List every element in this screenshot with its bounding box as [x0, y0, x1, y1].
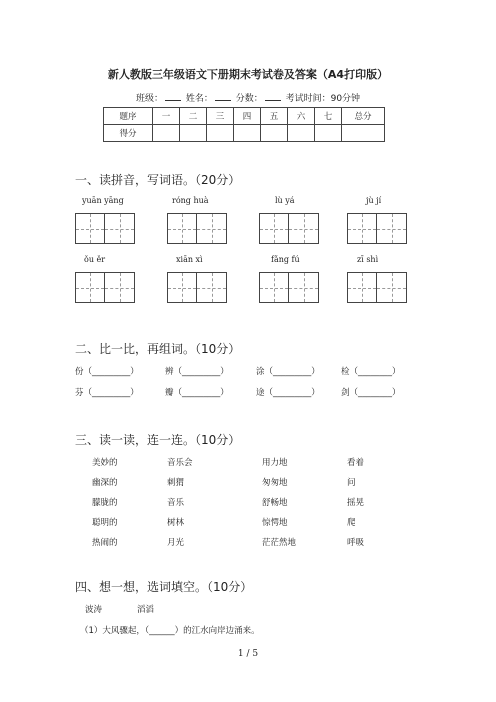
pinyin-label: lù yá	[275, 196, 295, 205]
pinyin-label: róng huà	[172, 196, 209, 205]
section2-heading: 二、比一比，再组词。（10分）	[75, 342, 241, 356]
score-cell[interactable]	[234, 125, 261, 142]
section1-heading: 一、读拼音，写词语。（20分）	[75, 173, 241, 187]
match-word[interactable]: 舒畅地	[262, 498, 288, 508]
match-word[interactable]: 呼吸	[347, 538, 365, 548]
score-header-cell: 二	[180, 108, 207, 125]
page-number: 1 / 5	[237, 649, 259, 659]
score-header-cell: 五	[261, 108, 288, 125]
score-cell[interactable]	[315, 125, 342, 142]
pinyin-label: yuān yāng	[82, 196, 124, 205]
match-word[interactable]: 音乐会	[167, 458, 193, 468]
match-word[interactable]: 刺猬	[167, 478, 185, 488]
match-word[interactable]: 惊愕地	[262, 518, 288, 528]
score-table-score-row	[104, 125, 385, 142]
score-table	[103, 107, 385, 142]
writing-grid[interactable]	[259, 213, 319, 244]
score-header-cell: 四	[234, 108, 261, 125]
fill-question[interactable]: （1）大风骤起，（______）的江水向岸边涌来。	[80, 626, 260, 636]
match-word[interactable]: 茫茫然地	[262, 538, 297, 548]
score-header-cell: 题序	[104, 108, 153, 125]
section4-heading: 四、想一想，选词填空。（10分）	[75, 580, 253, 594]
score-blank[interactable]	[265, 91, 281, 101]
pinyin-label: fǎng fú	[271, 255, 300, 264]
class-label: 班级：	[135, 94, 163, 104]
score-header-cell: 六	[288, 108, 315, 125]
student-info-line	[0, 91, 496, 104]
score-cell[interactable]	[261, 125, 288, 142]
page-title: 新人教版三年级语文下册期末考试卷及答案（A4打印版）	[107, 68, 389, 81]
match-word[interactable]: 用力地	[262, 458, 288, 468]
writing-grid[interactable]	[75, 213, 135, 244]
writing-grid[interactable]	[167, 213, 227, 244]
score-label: 分数：	[235, 94, 263, 104]
word-choice: 滔滔	[137, 605, 155, 615]
score-header-cell: 总分	[342, 108, 385, 125]
score-cell[interactable]	[153, 125, 180, 142]
match-word[interactable]: 匆匆地	[262, 478, 288, 488]
score-row-label: 得分	[104, 125, 153, 142]
score-table-header-row	[104, 108, 385, 125]
word-choice: 波涛	[85, 605, 103, 615]
name-label: 姓名：	[185, 94, 213, 104]
match-word[interactable]: 树林	[167, 518, 185, 528]
compare-item[interactable]: 途（_________）	[256, 388, 320, 398]
writing-grid[interactable]	[347, 213, 407, 244]
match-word[interactable]: 爬	[347, 518, 356, 528]
name-blank[interactable]	[215, 91, 231, 101]
match-word[interactable]: 音乐	[167, 498, 185, 508]
match-word[interactable]: 朦胧的	[92, 498, 118, 508]
class-blank[interactable]	[165, 91, 181, 101]
match-word[interactable]: 摇晃	[347, 498, 365, 508]
writing-grid[interactable]	[347, 272, 407, 303]
pinyin-label: xiān xì	[176, 255, 203, 264]
score-cell[interactable]	[288, 125, 315, 142]
match-word[interactable]: 月光	[167, 538, 185, 548]
pinyin-label: ǒu ěr	[84, 255, 106, 264]
score-cell[interactable]	[180, 125, 207, 142]
compare-item[interactable]: 涂（_________）	[256, 367, 320, 377]
score-header-cell: 七	[315, 108, 342, 125]
compare-item[interactable]: 剑（________）	[341, 388, 401, 398]
match-word[interactable]: 美妙的	[92, 458, 118, 468]
match-word[interactable]: 问	[347, 478, 356, 488]
compare-item[interactable]: 瓣（_________）	[165, 388, 229, 398]
match-word[interactable]: 热闹的	[92, 538, 118, 548]
score-cell[interactable]	[207, 125, 234, 142]
pinyin-label: zī shì	[357, 255, 379, 264]
match-word[interactable]: 幽深的	[92, 478, 118, 488]
compare-item[interactable]: 辨（_________）	[165, 367, 229, 377]
compare-item[interactable]: 芬（_________）	[75, 388, 139, 398]
match-word[interactable]: 聪明的	[92, 518, 118, 528]
match-word[interactable]: 看着	[347, 458, 365, 468]
time-label: 考试时间：90分钟	[285, 94, 361, 104]
writing-grid[interactable]	[259, 272, 319, 303]
compare-item[interactable]: 检（________）	[341, 367, 401, 377]
score-cell[interactable]	[342, 125, 385, 142]
score-header-cell: 三	[207, 108, 234, 125]
section3-heading: 三、读一读，连一连。（10分）	[75, 433, 241, 447]
compare-item[interactable]: 份（_________）	[75, 367, 139, 377]
score-header-cell: 一	[153, 108, 180, 125]
writing-grid[interactable]	[167, 272, 227, 303]
writing-grid[interactable]	[75, 272, 135, 303]
pinyin-label: jù jí	[366, 196, 382, 205]
